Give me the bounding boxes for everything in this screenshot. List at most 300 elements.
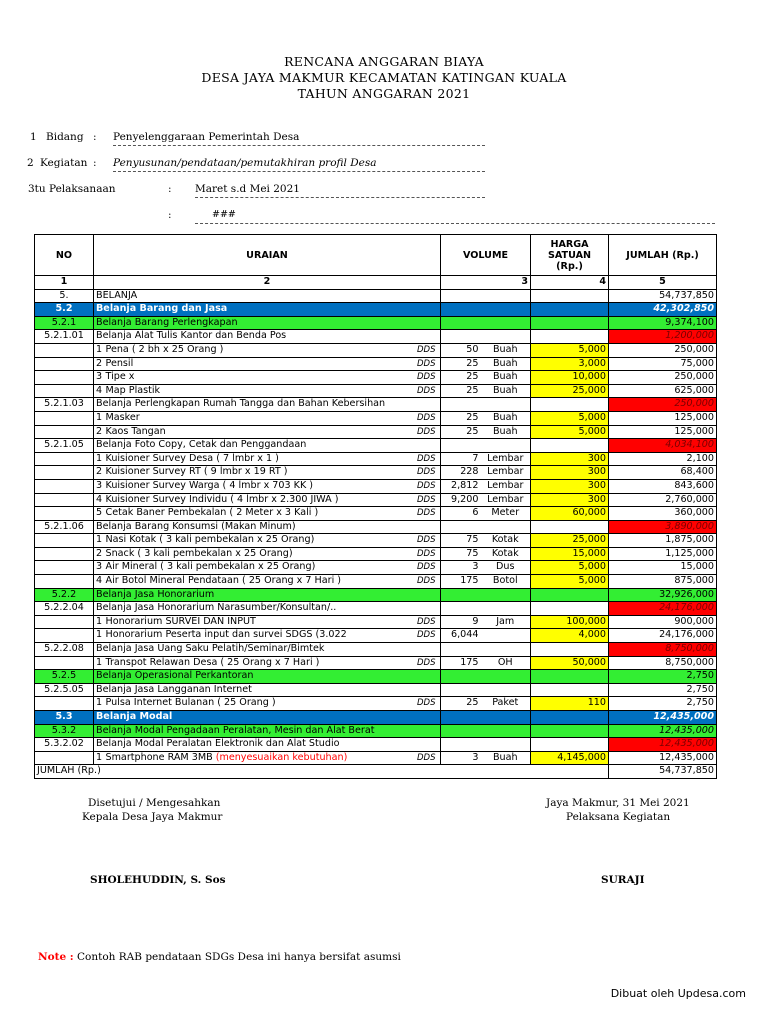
item-description-text: Honorarium SURVEI DAN INPUT xyxy=(105,615,256,627)
row-code xyxy=(35,357,94,371)
header-volume: VOLUME xyxy=(441,235,531,276)
unit-price: 100,000 xyxy=(531,615,609,629)
amount: 4,034,100 xyxy=(609,439,717,453)
table-row xyxy=(35,371,717,385)
funding-source: DDS xyxy=(413,343,441,357)
volume-unit: Meter xyxy=(481,507,531,521)
volume-cell xyxy=(441,711,531,725)
rab-table xyxy=(34,234,717,779)
table-row xyxy=(35,629,717,643)
item-description-text: Snack ( 3 kali pembekalan x 25 Orang) xyxy=(105,547,293,559)
item-description-text: Cetak Baner Pembekalan ( 2 Meter x 3 Kali ) xyxy=(105,507,319,519)
item-description xyxy=(104,452,413,466)
item-description xyxy=(104,411,413,425)
row-description: Belanja Jasa Langganan Internet xyxy=(94,683,441,697)
volume-cell xyxy=(441,588,531,602)
amount: 8,750,000 xyxy=(609,643,717,657)
total-label: JUMLAH (Rp.) xyxy=(35,765,609,779)
table-row xyxy=(35,656,717,670)
volume-number: 25 xyxy=(441,411,481,425)
unit-price-cell xyxy=(531,738,609,752)
volume-unit: Lembar xyxy=(481,493,531,507)
table-row xyxy=(35,316,717,330)
unit-price: 300 xyxy=(531,493,609,507)
amount: 32,926,000 xyxy=(609,588,717,602)
item-description xyxy=(104,479,413,493)
item-number: 3 xyxy=(94,479,104,493)
item-description xyxy=(104,656,413,670)
note-text: Contoh RAB pendataan SDGs Desa ini hanya bersifat asumsi xyxy=(77,951,401,963)
volume-unit: Buah xyxy=(481,411,531,425)
kegiatan-value: Penyusunan/pendataan/pemutakhiran profil Desa xyxy=(113,157,485,172)
item-description xyxy=(104,357,413,371)
volume-unit: Botol xyxy=(481,575,531,589)
row-code xyxy=(35,697,94,711)
header-harga: HARGA SATUAN (Rp.) xyxy=(531,235,609,276)
row-code xyxy=(35,479,94,493)
volume-cell xyxy=(441,439,531,453)
row-description: Belanja Barang dan Jasa xyxy=(94,303,441,317)
table-row xyxy=(35,303,717,317)
volume-unit: Lembar xyxy=(481,466,531,480)
header-uraian: URAIAN xyxy=(94,235,441,276)
table-row xyxy=(35,507,717,521)
unit-price-cell xyxy=(531,724,609,738)
amount: 125,000 xyxy=(609,411,717,425)
volume-cell xyxy=(441,602,531,616)
item-description xyxy=(104,615,413,629)
volume-number: 75 xyxy=(441,534,481,548)
volume-number: 75 xyxy=(441,547,481,561)
row-code xyxy=(35,411,94,425)
volume-unit: Lembar xyxy=(481,452,531,466)
table-row xyxy=(35,615,717,629)
unit-price: 25,000 xyxy=(531,534,609,548)
amount: 12,435,000 xyxy=(609,711,717,725)
amount: 1,200,000 xyxy=(609,330,717,344)
funding-source: DDS xyxy=(413,615,441,629)
volume-unit: Jam xyxy=(481,615,531,629)
funding-source: DDS xyxy=(413,629,441,643)
doc-title-line2: DESA JAYA MAKMUR KECAMATAN KATINGAN KUALA xyxy=(201,70,567,85)
funding-source: DDS xyxy=(413,507,441,521)
item-description-text: Map Plastik xyxy=(105,384,161,396)
table-row xyxy=(35,697,717,711)
unit-price-cell xyxy=(531,683,609,697)
table-row xyxy=(35,330,717,344)
table-row xyxy=(35,683,717,697)
amount: 2,100 xyxy=(609,452,717,466)
bidang-number: 1 xyxy=(30,131,37,143)
volume-cell xyxy=(441,289,531,303)
column-number-row xyxy=(35,276,717,290)
funding-source: DDS xyxy=(413,479,441,493)
footer-credit: Dibuat oleh Updesa.com xyxy=(610,987,746,1000)
volume-number: 175 xyxy=(441,656,481,670)
volume-cell xyxy=(441,724,531,738)
item-description xyxy=(104,751,413,765)
funding-source: DDS xyxy=(413,561,441,575)
item-number: 4 xyxy=(94,493,104,507)
row-code: 5.2.5.05 xyxy=(35,683,94,697)
volume-unit: Lembar xyxy=(481,479,531,493)
unit-price: 50,000 xyxy=(531,656,609,670)
table-row xyxy=(35,670,717,684)
table-row xyxy=(35,398,717,412)
volume-unit: Buah xyxy=(481,384,531,398)
table-header-row xyxy=(35,235,717,276)
volume-number: 25 xyxy=(441,384,481,398)
amount: 12,435,000 xyxy=(609,751,717,765)
item-number: 5 xyxy=(94,507,104,521)
funding-source: DDS xyxy=(413,697,441,711)
row-description: Belanja Jasa Honorarium Narasumber/Konsultan/.. xyxy=(94,602,441,616)
row-code xyxy=(35,466,94,480)
item-number: 3 xyxy=(94,561,104,575)
colnum-5: 5 xyxy=(609,276,717,290)
unit-price-cell xyxy=(531,316,609,330)
table-row xyxy=(35,425,717,439)
doc-title-line3: TAHUN ANGGARAN 2021 xyxy=(297,86,471,101)
row-description: Belanja Modal Pengadaan Peralatan, Mesin dan Alat Berat xyxy=(94,724,441,738)
item-description-text: Pulsa Internet Bulanan ( 25 Orang ) xyxy=(105,697,276,709)
unit-price-cell xyxy=(531,439,609,453)
item-number: 1 xyxy=(94,411,104,425)
volume-unit: Paket xyxy=(481,697,531,711)
funding-source: DDS xyxy=(413,357,441,371)
table-row xyxy=(35,643,717,657)
funding-source: DDS xyxy=(413,547,441,561)
funding-source: DDS xyxy=(413,452,441,466)
volume-unit: Buah xyxy=(481,751,531,765)
amount: 12,435,000 xyxy=(609,738,717,752)
note xyxy=(38,951,401,963)
row-code: 5.2.1.06 xyxy=(35,520,94,534)
item-description xyxy=(104,547,413,561)
row-code: 5.3.2.02 xyxy=(35,738,94,752)
extra-value-text: ### xyxy=(212,209,236,220)
unit-price-cell xyxy=(531,398,609,412)
total-value: 54,737,850 xyxy=(609,765,717,779)
item-number: 4 xyxy=(94,384,104,398)
row-description: Belanja Modal Peralatan Elektronik dan Alat Studio xyxy=(94,738,441,752)
volume-number: 3 xyxy=(441,561,481,575)
place-date: Jaya Makmur, 31 Mei 2021 xyxy=(546,797,690,809)
item-description-text: Air Botol Mineral Pendataan ( 25 Orang x 7 Hari ) xyxy=(105,575,342,587)
row-code: 5.2.1.01 xyxy=(35,330,94,344)
item-description-note: (menyesuaikan kebutuhan) xyxy=(215,751,348,763)
item-description xyxy=(104,629,413,643)
item-number: 2 xyxy=(94,547,104,561)
volume-unit: Kotak xyxy=(481,534,531,548)
funding-source: DDS xyxy=(413,534,441,548)
row-code xyxy=(35,751,94,765)
item-description-text: Honorarium Peserta input dan survei SDGS (3.022 xyxy=(105,629,347,641)
row-description: Belanja Alat Tulis Kantor dan Benda Pos xyxy=(94,330,441,344)
row-code xyxy=(35,371,94,385)
row-code xyxy=(35,534,94,548)
table-row xyxy=(35,343,717,357)
unit-price-cell xyxy=(531,588,609,602)
unit-price: 3,000 xyxy=(531,357,609,371)
waktu-label: 3tu Pelaksanaan xyxy=(28,183,116,195)
item-description-text: Kuisioner Survey Desa ( 7 lmbr x 1 ) xyxy=(105,452,279,464)
funding-source: DDS xyxy=(413,751,441,765)
amount: 125,000 xyxy=(609,425,717,439)
row-description: BELANJA xyxy=(94,289,441,303)
implementer-name: SURAJI xyxy=(601,874,645,886)
approval-label: Disetujui / Mengesahkan xyxy=(88,797,221,809)
table-row xyxy=(35,575,717,589)
bidang-value: Penyelenggaraan Pemerintah Desa xyxy=(113,131,485,146)
volume-unit: OH xyxy=(481,656,531,670)
amount: 900,000 xyxy=(609,615,717,629)
extra-value xyxy=(195,209,715,224)
item-description-text: Air Mineral ( 3 kali pembekalan x 25 Orang) xyxy=(105,561,316,573)
item-description xyxy=(104,425,413,439)
amount: 24,176,000 xyxy=(609,629,717,643)
row-code xyxy=(35,452,94,466)
colnum-1: 1 xyxy=(35,276,94,290)
amount: 875,000 xyxy=(609,575,717,589)
item-description xyxy=(104,561,413,575)
item-description xyxy=(104,697,413,711)
volume-cell xyxy=(441,330,531,344)
unit-price: 4,000 xyxy=(531,629,609,643)
row-code: 5.2.1.03 xyxy=(35,398,94,412)
volume-cell xyxy=(441,670,531,684)
unit-price-cell xyxy=(531,330,609,344)
volume-cell xyxy=(441,738,531,752)
table-row xyxy=(35,520,717,534)
amount: 2,760,000 xyxy=(609,493,717,507)
unit-price: 5,000 xyxy=(531,411,609,425)
row-description: Belanja Jasa Honorarium xyxy=(94,588,441,602)
table-row xyxy=(35,493,717,507)
volume-cell xyxy=(441,683,531,697)
item-description-text: Kaos Tangan xyxy=(105,425,166,437)
row-code xyxy=(35,561,94,575)
unit-price-cell xyxy=(531,602,609,616)
table-row xyxy=(35,602,717,616)
funding-source: DDS xyxy=(413,425,441,439)
row-code: 5. xyxy=(35,289,94,303)
item-description xyxy=(104,384,413,398)
village-head-name: SHOLEHUDDIN, S. Sos xyxy=(90,874,226,886)
item-number: 4 xyxy=(94,575,104,589)
unit-price: 5,000 xyxy=(531,575,609,589)
funding-source: DDS xyxy=(413,466,441,480)
item-number: 2 xyxy=(94,466,104,480)
total-row xyxy=(35,765,717,779)
amount: 360,000 xyxy=(609,507,717,521)
amount: 75,000 xyxy=(609,357,717,371)
table-row xyxy=(35,738,717,752)
item-description xyxy=(104,534,413,548)
header-no: NO xyxy=(35,235,94,276)
colnum-2: 2 xyxy=(94,276,441,290)
amount: 2,750 xyxy=(609,683,717,697)
row-description: Belanja Barang Konsumsi (Makan Minum) xyxy=(94,520,441,534)
amount: 843,600 xyxy=(609,479,717,493)
row-code: 5.2.5 xyxy=(35,670,94,684)
volume-cell xyxy=(441,316,531,330)
amount: 2,750 xyxy=(609,670,717,684)
funding-source: DDS xyxy=(413,656,441,670)
row-code xyxy=(35,425,94,439)
item-number: 2 xyxy=(94,357,104,371)
volume-number: 25 xyxy=(441,697,481,711)
amount: 12,435,000 xyxy=(609,724,717,738)
amount: 24,176,000 xyxy=(609,602,717,616)
item-description-text: Smartphone RAM 3MB xyxy=(105,751,213,763)
kegiatan-number: 2 xyxy=(27,157,34,169)
unit-price: 5,000 xyxy=(531,561,609,575)
row-code: 5.2.2.04 xyxy=(35,602,94,616)
unit-price: 15,000 xyxy=(531,547,609,561)
item-number: 1 xyxy=(94,452,104,466)
amount: 15,000 xyxy=(609,561,717,575)
row-description: Belanja Perlengkapan Rumah Tangga dan Bahan Kebersihan xyxy=(94,398,441,412)
table-row xyxy=(35,466,717,480)
table-row xyxy=(35,357,717,371)
item-number: 3 xyxy=(94,371,104,385)
item-description-text: Pena ( 2 bh x 25 Orang ) xyxy=(105,343,224,355)
row-code: 5.3.2 xyxy=(35,724,94,738)
item-description xyxy=(104,343,413,357)
implementer-title: Pelaksana Kegiatan xyxy=(566,811,671,823)
volume-number: 6,044 xyxy=(441,629,481,643)
volume-cell xyxy=(441,303,531,317)
amount: 42,302,850 xyxy=(609,303,717,317)
amount: 8,750,000 xyxy=(609,656,717,670)
unit-price-cell xyxy=(531,289,609,303)
volume-number: 228 xyxy=(441,466,481,480)
table-row xyxy=(35,479,717,493)
unit-price: 5,000 xyxy=(531,425,609,439)
volume-number: 25 xyxy=(441,357,481,371)
note-label: Note : xyxy=(38,951,74,963)
amount: 68,400 xyxy=(609,466,717,480)
funding-source: DDS xyxy=(413,411,441,425)
row-description: Belanja Foto Copy, Cetak dan Penggandaan xyxy=(94,439,441,453)
volume-unit xyxy=(481,629,531,643)
funding-source: DDS xyxy=(413,384,441,398)
table-row xyxy=(35,411,717,425)
kegiatan-label: Kegiatan xyxy=(40,157,88,169)
item-description-text: Tipe x xyxy=(105,371,135,383)
volume-number: 3 xyxy=(441,751,481,765)
volume-unit: Buah xyxy=(481,371,531,385)
row-code: 5.2.1.05 xyxy=(35,439,94,453)
unit-price: 60,000 xyxy=(531,507,609,521)
volume-unit: Buah xyxy=(481,425,531,439)
funding-source: DDS xyxy=(413,575,441,589)
row-code xyxy=(35,343,94,357)
amount: 2,750 xyxy=(609,697,717,711)
item-description xyxy=(104,371,413,385)
item-description-text: Pensil xyxy=(105,357,134,369)
table-row xyxy=(35,711,717,725)
volume-number: 25 xyxy=(441,371,481,385)
item-description-text: Transpot Relawan Desa ( 25 Orang x 7 Hari ) xyxy=(105,656,320,668)
unit-price: 300 xyxy=(531,479,609,493)
unit-price: 110 xyxy=(531,697,609,711)
amount: 250,000 xyxy=(609,371,717,385)
funding-source: DDS xyxy=(413,493,441,507)
row-code: 5.2.1 xyxy=(35,316,94,330)
colnum-4: 4 xyxy=(531,276,609,290)
row-code xyxy=(35,547,94,561)
row-code xyxy=(35,493,94,507)
volume-unit: Dus xyxy=(481,561,531,575)
row-code: 5.2.2 xyxy=(35,588,94,602)
row-code xyxy=(35,656,94,670)
table-row xyxy=(35,534,717,548)
row-description: Belanja Modal xyxy=(94,711,441,725)
unit-price: 300 xyxy=(531,466,609,480)
amount: 250,000 xyxy=(609,343,717,357)
volume-cell xyxy=(441,398,531,412)
row-description: Belanja Operasional Perkantoran xyxy=(94,670,441,684)
unit-price-cell xyxy=(531,643,609,657)
unit-price: 300 xyxy=(531,452,609,466)
volume-unit: Kotak xyxy=(481,547,531,561)
item-number: 1 xyxy=(94,751,104,765)
table-row xyxy=(35,289,717,303)
unit-price-cell xyxy=(531,520,609,534)
item-description-text: Kuisioner Survey RT ( 9 lmbr x 19 RT ) xyxy=(105,466,288,478)
row-code xyxy=(35,507,94,521)
item-description-text: Nasi Kotak ( 3 kali pembekalan x 25 Orang) xyxy=(105,534,315,546)
item-number: 1 xyxy=(94,343,104,357)
unit-price: 10,000 xyxy=(531,371,609,385)
unit-price: 25,000 xyxy=(531,384,609,398)
item-number: 1 xyxy=(94,615,104,629)
volume-number: 50 xyxy=(441,343,481,357)
amount: 250,000 xyxy=(609,398,717,412)
amount: 9,374,100 xyxy=(609,316,717,330)
table-row xyxy=(35,751,717,765)
amount: 625,000 xyxy=(609,384,717,398)
amount: 1,875,000 xyxy=(609,534,717,548)
waktu-value: Maret s.d Mei 2021 xyxy=(195,183,485,198)
table-body xyxy=(35,289,717,765)
item-number: 1 xyxy=(94,697,104,711)
table-row xyxy=(35,561,717,575)
bidang-label: Bidang xyxy=(46,131,84,143)
item-description-text: Masker xyxy=(105,411,140,423)
colnum-3: 3 xyxy=(441,276,531,290)
amount: 54,737,850 xyxy=(609,289,717,303)
unit-price-cell xyxy=(531,303,609,317)
item-number: 1 xyxy=(94,629,104,643)
item-description xyxy=(104,507,413,521)
row-code: 5.2 xyxy=(35,303,94,317)
unit-price-cell xyxy=(531,670,609,684)
row-code xyxy=(35,615,94,629)
volume-number: 6 xyxy=(441,507,481,521)
amount: 1,125,000 xyxy=(609,547,717,561)
table-row xyxy=(35,452,717,466)
row-code xyxy=(35,629,94,643)
row-code xyxy=(35,575,94,589)
item-description xyxy=(104,493,413,507)
volume-cell xyxy=(441,520,531,534)
unit-price: 4,145,000 xyxy=(531,751,609,765)
volume-number: 2,812 xyxy=(441,479,481,493)
kegiatan-colon: : xyxy=(93,157,97,169)
